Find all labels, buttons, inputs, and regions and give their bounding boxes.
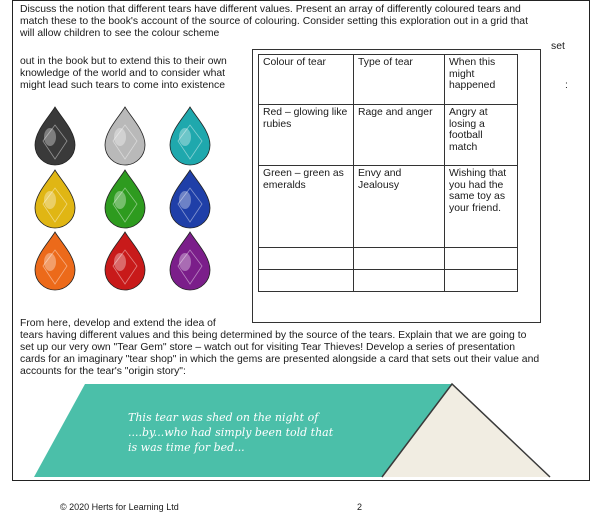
- table-row: [259, 166, 518, 248]
- page-frame-bottom: [12, 480, 590, 481]
- card-text-line-3: is was time for bed...: [128, 441, 245, 454]
- orange-gem-icon: [35, 232, 75, 290]
- table-cell: Wishing that you had the same toy as your friend.: [445, 166, 518, 248]
- develop-line-1: From here, develop and extend the idea of: [20, 318, 216, 329]
- header-type: Type of tear: [354, 55, 445, 105]
- table-row: [259, 248, 518, 270]
- table-cell: [259, 248, 354, 270]
- table-cell: [354, 270, 445, 292]
- page-frame-top: [12, 0, 590, 1]
- header-when: When this might happened: [445, 55, 518, 105]
- develop-line-3: set up our very own "Tear Gem" store – watch out for visiting Tear Thieves! Develop a series of presentation: [20, 342, 516, 353]
- card-text-line-2: ....by...who had simply been told that: [128, 426, 334, 439]
- card-text-line-1: This tear was shed on the night of: [128, 411, 319, 424]
- footer-copyright: © 2020 Herts for Learning Ltd: [60, 502, 179, 512]
- tear-gems-illustration: [30, 105, 230, 295]
- yellow-gem-icon: [35, 170, 75, 228]
- black-gem-icon: [35, 107, 75, 165]
- intro-line-4: out in the book but to extend this to their own: [20, 56, 227, 67]
- blue-gem-icon: [170, 170, 210, 228]
- develop-line-5: accounts for the tear's "origin story":: [20, 366, 186, 377]
- teal-gem-icon: [170, 107, 210, 165]
- intro-line-1: Discuss the notion that different tears have different values. Present an array of differently coloured tears and: [20, 4, 521, 15]
- table-cell: [354, 248, 445, 270]
- table-cell: Red – glowing like rubies: [259, 105, 354, 166]
- intro-stray-colon: :: [565, 80, 568, 91]
- tear-grid-table: [258, 54, 518, 292]
- table-cell: [259, 270, 354, 292]
- intro-line-3: will allow children to see the colour scheme: [20, 28, 220, 39]
- table-cell: Rage and anger: [354, 105, 445, 166]
- intro-line-2: match these to the book's account of the source of colouring. Consider setting this exploration out in a grid that: [20, 16, 528, 27]
- intro-stray-set: set: [551, 41, 565, 52]
- table-header-row: [259, 55, 518, 105]
- table-cell: [445, 248, 518, 270]
- table-cell: Angry at losing a football match: [445, 105, 518, 166]
- table-cell: Envy and Jealousy: [354, 166, 445, 248]
- table-cell: Green – green as emeralds: [259, 166, 354, 248]
- green-gem-icon: [105, 170, 145, 228]
- page-number: 2: [357, 502, 363, 512]
- page-frame-left: [12, 0, 13, 480]
- develop-line-2: tears having different values and this being determined by the source of the tears. Explain that we are going to: [20, 330, 527, 341]
- page-frame-right: [589, 0, 590, 480]
- develop-line-4: cards for an imaginary "tear shop" in which the gems are presented alongside a card that sets out their value and: [20, 354, 540, 365]
- table-row: [259, 270, 518, 292]
- table-row: [259, 105, 518, 166]
- red-gem-icon: [105, 232, 145, 290]
- purple-gem-icon: [170, 232, 210, 290]
- header-colour: Colour of tear: [259, 55, 354, 105]
- intro-line-6: might lead such tears to come into existence: [20, 80, 226, 91]
- intro-line-5: knowledge of the world and to consider what: [20, 68, 226, 79]
- table-cell: [445, 270, 518, 292]
- silver-gem-icon: [105, 107, 145, 165]
